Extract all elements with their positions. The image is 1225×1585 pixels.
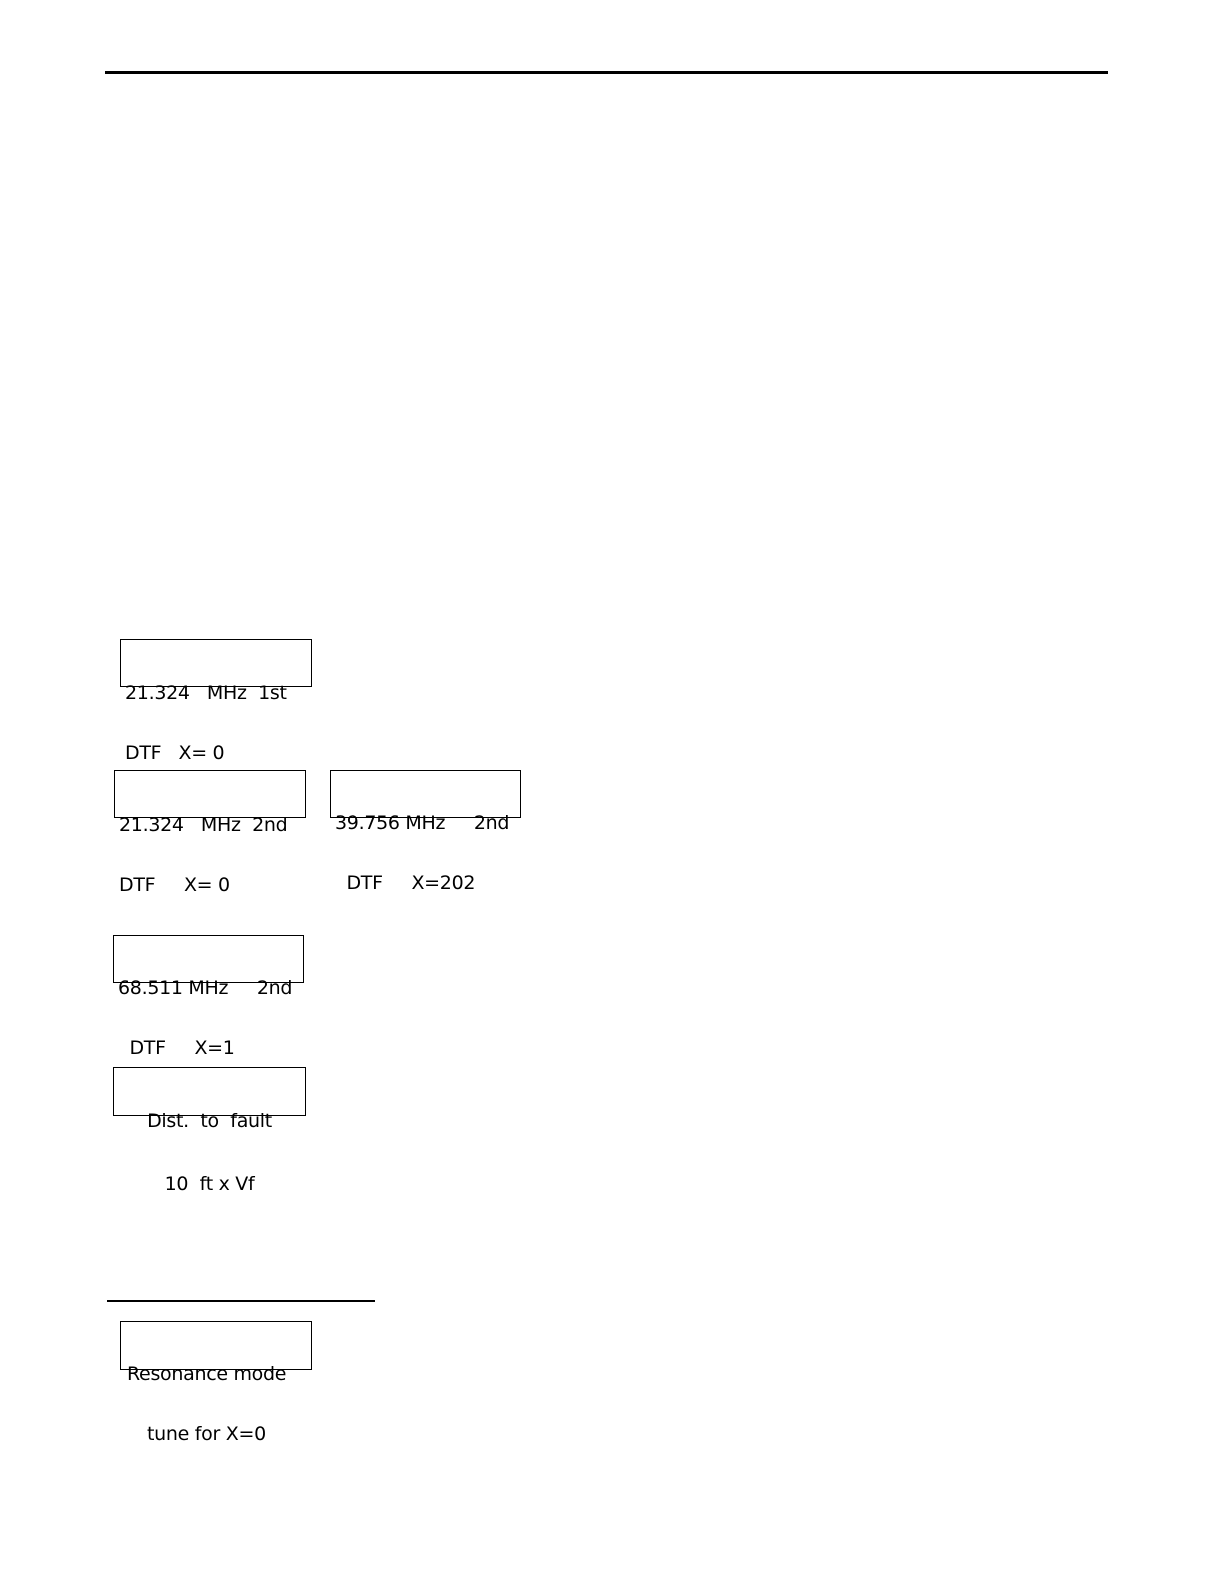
lcd-line-2: DTF X= 0 <box>119 874 230 896</box>
lcd-display-resonance-mode <box>120 1321 312 1445</box>
lcd-line-1: 68.511 MHz 2nd <box>118 977 293 999</box>
lcd-display-dtf-2nd-first <box>114 770 306 896</box>
lcd-line-2: DTF X=1 <box>118 1037 235 1059</box>
lcd-line-1: 39.756 MHz 2nd <box>335 812 510 834</box>
section-rule <box>107 1300 375 1302</box>
lcd-display-dtf-2nd-third <box>113 935 304 1059</box>
lcd-line-2: DTF X= 0 <box>125 742 225 764</box>
lcd-display-dtf-1st <box>120 639 312 764</box>
header-rule <box>105 71 1108 74</box>
lcd-line-1: Dist. to fault <box>147 1110 272 1132</box>
lcd-line-1: 21.324 MHz 2nd <box>119 814 288 836</box>
lcd-line-2: tune for X=0 <box>147 1423 266 1445</box>
lcd-line-1: Resonance mode <box>127 1363 287 1385</box>
lcd-display-dtf-2nd-second <box>330 770 521 894</box>
lcd-display-distance-to-fault <box>113 1067 306 1195</box>
lcd-line-2: DTF X=202 <box>335 872 476 894</box>
lcd-line-2: 10 ft x Vf <box>164 1173 255 1195</box>
lcd-line-1: 21.324 MHz 1st <box>125 682 287 704</box>
